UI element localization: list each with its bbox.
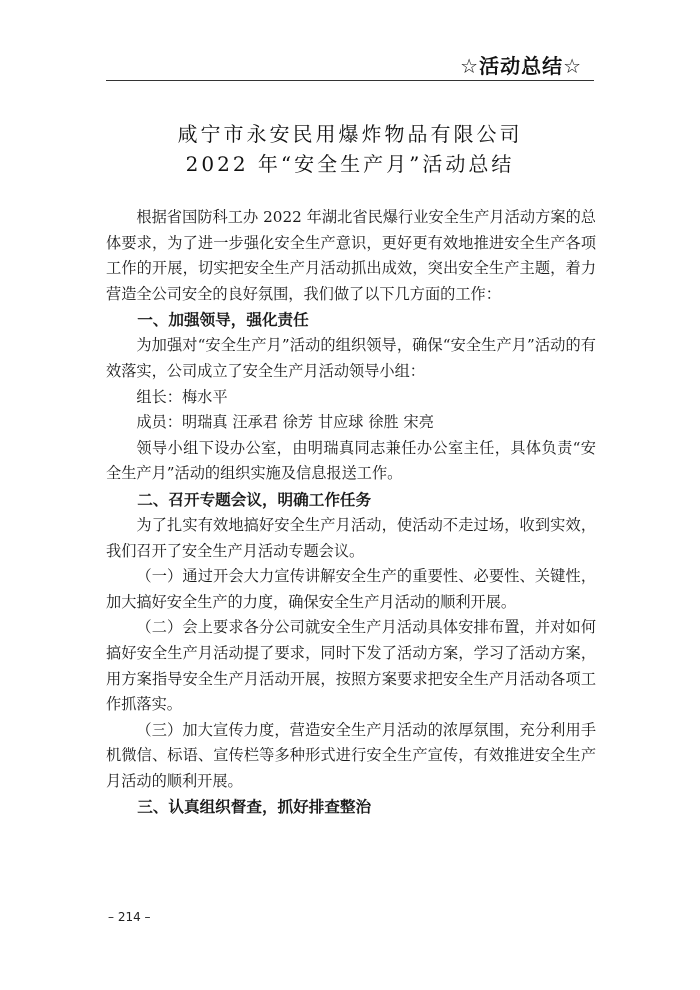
section1-leader: 组长：梅水平 <box>136 387 228 406</box>
section2-item-3: （三）加大宣传力度，营造安全生产月活动的浓厚氛围，充分利用手机微信、标语、宣传栏等多种形式进行安全生产宣传，有效推进安全生产月活动的顺利开展。 <box>106 720 596 790</box>
section2-item-1: （一）通过开会大力宣传讲解安全生产的重要性、必要性、关键性，加大搞好安全生产的力度，确保安全生产月活动的顺利开展。 <box>106 567 596 611</box>
section1-office-paragraph: 领导小组下设办公室，由明瑞真同志兼任办公室主任，具体负责“安全生产月”活动的组织实施及信息报送工作。 <box>106 438 596 483</box>
document-title-line2: 2022 年“安全生产月”活动总结 <box>185 152 515 176</box>
section1-paragraph: 为加强对“安全生产月”活动的组织领导，确保“安全生产月”活动的有效落实，公司成立了安全生产月活动领导小组： <box>106 336 596 380</box>
intro-paragraph: 根据省国防科工办 2022 年湖北省民爆行业安全生产月活动方案的总体要求，为了进一步强化安全生产意识，更好更有效地推进安全生产各项工作的开展，切实把安全生产月活动抓出成效，突出安全生产主题，着力营造全公司安全的良好氛围，我们做了以下几方面的工作： <box>106 208 596 303</box>
section2-heading: 二、召开专题会议，明确工作任务 <box>137 490 372 509</box>
document-title-line1: 咸宁市永安民用爆炸物品有限公司 <box>177 122 523 146</box>
section3-heading: 三、认真组织督查，抓好排查整治 <box>137 798 372 817</box>
document-body <box>106 205 596 820</box>
section2-item-2: （二）会上要求各分公司就安全生产月活动具体安排布置，并对如何搞好安全生产月活动提了要求，同时下发了活动方案，学习了活动方案，用方案指导安全生产月活动开展，按照方案要求把安全生产月活动各项工作抓落实。 <box>106 618 596 714</box>
section1-members: 成员：明瑞真 汪承君 徐芳 甘应球 徐胜 宋亮 <box>136 413 434 432</box>
section-tag: ☆活动总结☆ <box>460 54 582 78</box>
page-number: – 214 – <box>108 910 151 924</box>
header-divider <box>106 80 594 81</box>
section2-paragraph: 为了扎实有效地搞好安全生产月活动，使活动不走过场，收到实效，我们召开了安全生产月活动专题会议。 <box>106 515 596 560</box>
section1-heading: 一、加强领导，强化责任 <box>137 311 309 330</box>
